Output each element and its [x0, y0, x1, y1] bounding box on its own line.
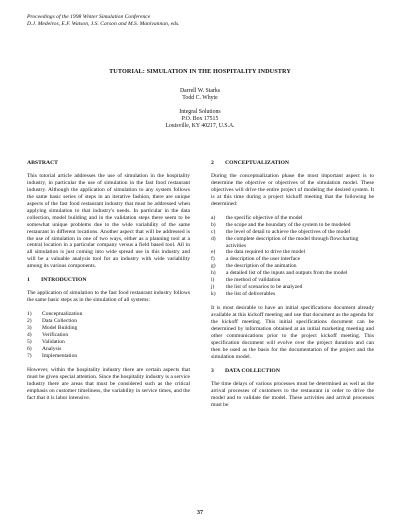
list-marker: g) — [211, 263, 216, 270]
simulation-steps-list — [27, 311, 190, 360]
right-column — [211, 160, 374, 416]
list-text: a detailed list of the inputs and outputs from the model — [226, 270, 348, 277]
list-text: Verification — [42, 332, 69, 339]
list-marker: f) — [211, 256, 215, 263]
left-column — [27, 160, 190, 409]
list-text: the list of deliverables — [226, 291, 276, 298]
proceedings-header — [27, 14, 180, 28]
affiliation-box: P.O. Box 17515 — [181, 116, 219, 123]
list-item — [27, 346, 190, 353]
conceptualization-paragraph: During the conceptualization phase the most important aspect is to determine the objective or objectives of the simulation model. These objectives will drive the entire project of modeling the desired system. It is at this time during a project kickoff meeting that the following be determined: — [211, 172, 374, 207]
kickoff-items-list — [211, 215, 374, 298]
list-marker: d) — [211, 235, 216, 242]
intro-paragraph: However, within the hospitality industry there are certain aspects that must be given special attention. Since the hospitality industry is a service industry there are areas that must be considered such as the critical emphasis on customer timeliness, the variability in service times, and the fact that it is labor intensive. — [27, 366, 190, 401]
list-item — [211, 222, 374, 229]
list-item — [211, 236, 374, 250]
page-number: 37 — [197, 510, 203, 516]
list-item — [211, 229, 374, 236]
list-marker: k) — [211, 291, 216, 298]
section-number: 2 — [211, 160, 214, 166]
section-title: CONCEPTUALIZATION — [225, 160, 290, 166]
list-text: the data required to drive the model — [226, 249, 306, 256]
list-item — [27, 339, 190, 346]
list-marker: j) — [211, 284, 215, 291]
list-text: Analysis — [42, 345, 62, 352]
list-text: the complete description of the model through flowcharting activities — [226, 235, 359, 249]
list-text: the level of detail to achieve the objectives of the model — [226, 228, 351, 235]
list-text: the specific objective of the model — [226, 214, 303, 221]
author-list — [0, 88, 400, 102]
list-text: Data Collection — [42, 318, 77, 325]
list-text: the scope and the boundary of the system to be modeled — [226, 221, 351, 228]
list-text: the method of validation — [226, 277, 281, 284]
section-heading-conceptualization — [211, 160, 374, 167]
list-marker: 5) — [27, 338, 32, 345]
section-number: 3 — [211, 367, 214, 374]
intro-paragraph: The application of simulation to the fast food restaurant industry follows the same basic steps as in the simulation of all systems: — [27, 290, 190, 304]
list-marker: 6) — [27, 345, 32, 352]
list-marker: b) — [211, 221, 216, 228]
section-title: DATA COLLECTION — [225, 367, 280, 374]
list-marker: 3) — [27, 325, 32, 332]
abstract-text: This tutorial article addresses the use of simulation in the hospitality industry, in particular the use of simulation in the fast food restaurant industry. Although the application of simulation to any system follows the same basic series of steps in an iterative fashion, there are unique aspects of the fast food restaurant industry that must be addressed when applying simulation to that industry's needs. In particular in the data collection, model building and in the validation steps there seem to be somewhat unique problems due to the wide variability of the same restaurant in different locations. Another aspect that will be addressed is the use of simulation in one of two ways, either as a planning tool at a central location in a particular company versus a field based tool. All in all simulation is just coming into wide spread use in this industry and will be a valuable analysis tool for an industry with wide variability among its various components. — [27, 172, 190, 270]
proceedings-title: Proceedings of the 1998 Winter Simulation Conference — [27, 14, 151, 20]
list-text: Validation — [42, 338, 65, 345]
list-text: a description of the user interface — [226, 256, 301, 263]
list-item — [211, 291, 374, 298]
list-text: the description of the animation — [226, 263, 297, 270]
proceedings-editors: D.J. Medeiros, E.F. Watson, J.S. Carson and M.S. Manivannan, eds. — [27, 21, 180, 28]
list-item — [27, 353, 190, 360]
list-marker: 1) — [27, 311, 32, 318]
affiliation-org: Integral Solutions — [179, 109, 221, 115]
author-name: Darrell W. Starks — [179, 88, 221, 94]
data-collection-paragraph: The time delays of various processes must be determined as well as the arrival processes of customers to the restaurant in order to drive the model and to validate the model. These activities and arrival processes must be — [211, 380, 374, 408]
list-text: Implementation — [42, 352, 78, 359]
list-text: Conceptualization — [42, 311, 83, 318]
list-item — [27, 332, 190, 339]
list-item — [27, 311, 190, 318]
abstract-heading: ABSTRACT — [27, 160, 58, 166]
list-item — [211, 215, 374, 222]
list-marker: e) — [211, 249, 216, 256]
section-number: 1 — [27, 277, 30, 284]
list-text: the list of scenarios to be analyzed — [226, 284, 303, 291]
list-marker: i) — [211, 277, 215, 284]
list-text: Model Building — [42, 325, 78, 332]
list-marker: c) — [211, 228, 216, 235]
list-marker: a) — [211, 214, 216, 221]
list-marker: h) — [211, 270, 216, 277]
section-heading-data-collection — [211, 368, 374, 375]
list-item — [27, 318, 190, 325]
section-heading-introduction — [27, 277, 190, 284]
affiliation-city: Louisville, KY 40217, U.S.A. — [165, 123, 235, 130]
list-item — [27, 325, 190, 332]
affiliation — [0, 109, 400, 130]
list-marker: 2) — [27, 318, 32, 325]
section-title: INTRODUCTION — [41, 277, 87, 284]
list-marker: 7) — [27, 352, 32, 359]
paper-title: TUTORIAL: SIMULATION IN THE HOSPITALITY INDUSTRY — [109, 68, 291, 75]
conceptualization-paragraph: It is most desirable to have an initial specifications document already available at this kickoff meeting and use that document as the agenda for the kickoff meeting. This initial specifications document can be determined by information obtained at an initial marketing meeting and other communications prior to the project kickoff meeting. This specification document will evolve over the project duration and can then be used as the basis for the documentation of the project and the simulation model. — [211, 305, 374, 360]
author-name: Todd C. Whyte — [182, 95, 218, 102]
list-marker: 4) — [27, 332, 32, 339]
